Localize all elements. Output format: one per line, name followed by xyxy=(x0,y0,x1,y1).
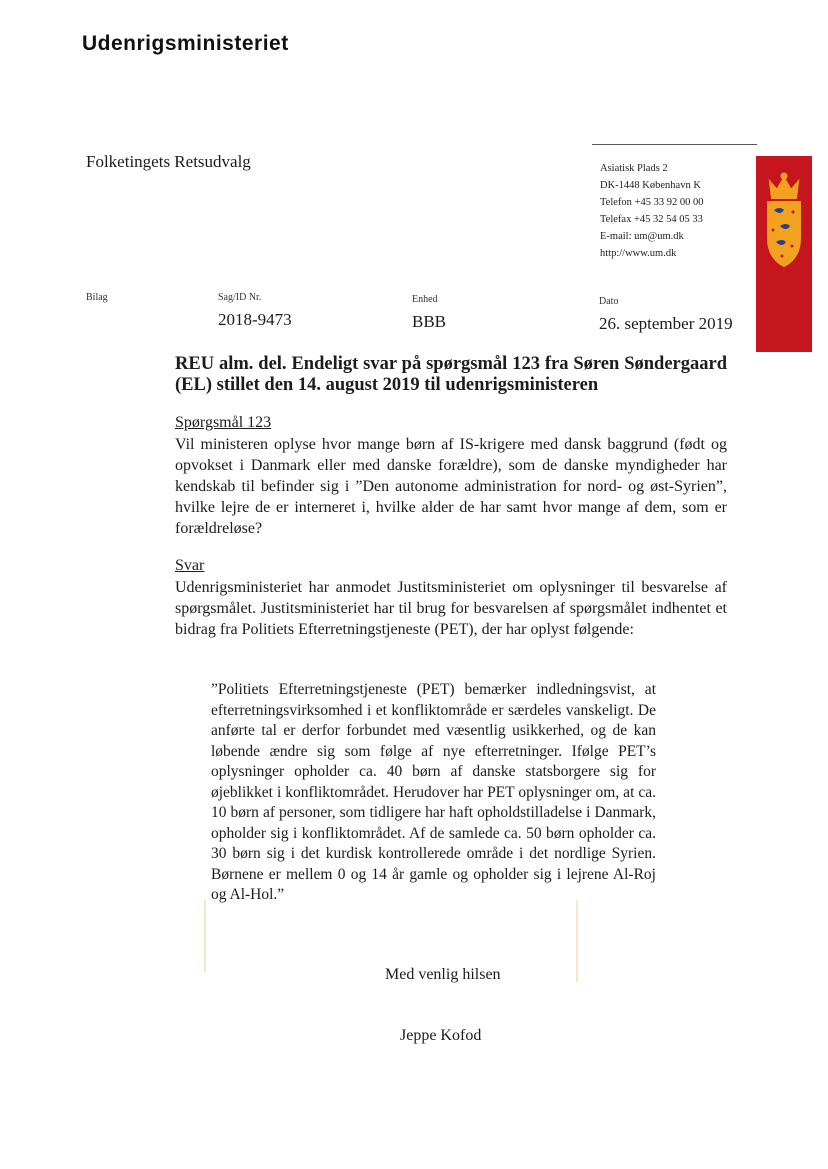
dato-label: Dato xyxy=(599,296,619,307)
scan-mark-left xyxy=(204,900,206,972)
closing: Med venlig hilsen xyxy=(385,966,501,983)
address-divider xyxy=(592,144,757,145)
answer-heading: Svar xyxy=(175,557,205,574)
address-block xyxy=(600,160,703,262)
question-heading: Spørgsmål 123 xyxy=(175,414,272,431)
ministry-name: Udenrigsministeriet xyxy=(82,32,289,55)
address-phone: Telefon +45 33 92 00 00 xyxy=(600,197,704,208)
address-fax: Telefax +45 32 54 05 33 xyxy=(600,214,703,225)
enhed-label: Enhed xyxy=(412,294,438,305)
address-web: http://www.um.dk xyxy=(600,248,677,259)
address-city: DK-1448 København K xyxy=(600,180,701,191)
enhed-value: BBB xyxy=(412,312,447,331)
sag-value: 2018-9473 xyxy=(218,310,292,329)
sag-label: Sag/ID Nr. xyxy=(218,292,262,303)
scan-mark-right xyxy=(576,900,578,982)
recipient: Folketingets Retsudvalg xyxy=(86,152,251,171)
bilag-label: Bilag xyxy=(86,292,108,303)
document-title: REU alm. del. Endeligt svar på spørgsmål 123 fra Søren Søndergaard (EL) stillet den 14. august 2019 til udenrigsministeren xyxy=(175,354,727,395)
signer: Jeppe Kofod xyxy=(400,1027,482,1044)
coat-of-arms-icon xyxy=(760,170,808,270)
pet-quote: ”Politiets Efterretningstjeneste (PET) bemærker indledningsvist, at efterretningsvirksomhed i et konfliktområde er særdeles vanskeligt. De anførte tal er derfor forbundet med væsentlig usikkerhed, og de kan løbende ændre sig som følge af nye efterretninger. Ifølge PET’s oplysninger opholder ca. 40 børn af danske statsborgere sig for øjeblikket i konfliktområdet. Herudover har PET oplysninger om, at ca. 10 børn af personer, som tidligere har haft opholdstilladelse i Danmark, opholder sig i konfliktområdet. Af de samlede ca. 50 børn opholder ca. 30 børn sig i det kurdisk kontrollerede område i det nordlige Syrien. Børnene er mellem 0 og 14 år gamle og opholder sig i lejrene Al-Roj og Al-Hol.” xyxy=(211,681,656,903)
address-email: E-mail: um@um.dk xyxy=(600,231,684,242)
question-text: Vil ministeren oplyse hvor mange børn af IS-krigere med dansk baggrund (født og opvokset i Danmark eller med danske forældre), som de danske myndigheder har kendskab til befinder sig i ”Den autonome administration for nord- og øst-Syrien”, hvilke lejre de er interneret i, hvilke alder de har samt hvor mange af dem, som er forældreløse? xyxy=(175,436,727,537)
dato-value: 26. september 2019 xyxy=(599,314,733,333)
answer-text: Udenrigsministeriet har anmodet Justitsministeriet om oplysninger til besvarelse af spørgsmålet. Justitsministeriet har til brug for besvarelsen af spørgsmålet indhentet et bidrag fra Politiets Efterretningstjeneste (PET), der har oplyst følgende: xyxy=(175,579,727,638)
address-street: Asiatisk Plads 2 xyxy=(600,163,668,174)
